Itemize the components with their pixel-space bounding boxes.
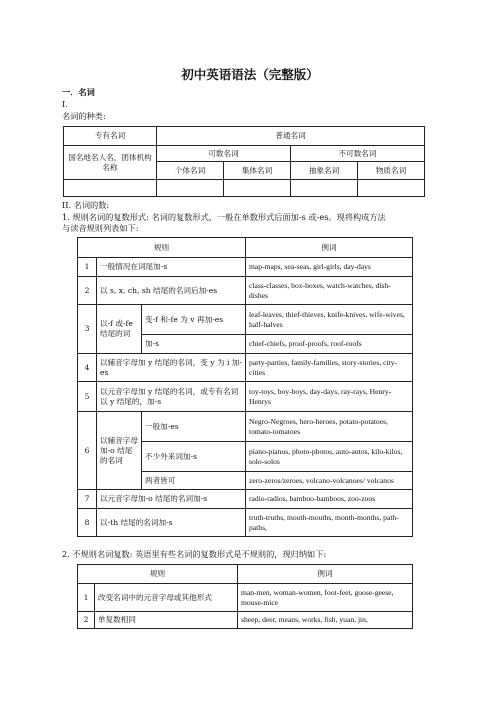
rule-number: 4 — [78, 354, 97, 382]
rule-text: 以 s, x, ch, sh 结尾的名词后加-es — [97, 277, 246, 305]
rule-text: 一般情况在词尾加-s — [97, 258, 246, 277]
rule-number: 3 — [78, 305, 97, 354]
example-text: leaf-leaves, thief-thieves, knife-knives, wife-wives, half-halves — [246, 305, 413, 335]
rule-number: 1 — [78, 584, 95, 612]
empty-cell — [157, 180, 224, 197]
rule-text: 以元音字母加 y 结尾的名词，或专有名词以 y 结尾的，加-s — [97, 382, 246, 412]
example-text: piano-pianos, photo-photos, auto-autos, kilo-kilos, solo-solos — [246, 442, 413, 472]
rule-text: 以辅音字母加 y 结尾的名词，变 y 为 i 加-es — [97, 354, 246, 382]
regular-plural-table — [77, 237, 413, 537]
uncountable-noun-header: 不可数名词 — [291, 146, 425, 162]
example-text: toy-toys, boy-boys, day-days, ray-rays, Henry-Henrys — [246, 382, 413, 412]
rule-number: 5 — [78, 382, 97, 412]
rule-text: 改变名词中的元音字母或其他形式 — [95, 584, 238, 612]
abstract-noun-header: 抽象名词 — [291, 162, 358, 180]
empty-cell — [291, 180, 358, 197]
example-text: man-men, woman-women, foot-feet, goose-geese, mouse-mice — [238, 584, 413, 612]
roman-numeral-1: I. — [62, 99, 68, 109]
common-noun-header: 普通名词 — [157, 127, 425, 146]
rule-text: 加-s — [142, 335, 246, 354]
example-column-header: 例词 — [238, 565, 413, 584]
example-text: party-parties, family-families, story-stories, city-cities — [246, 354, 413, 382]
section-heading-nouns: 一．名词 — [62, 87, 95, 97]
empty-cell — [224, 180, 291, 197]
rule-text: 两者皆可 — [142, 472, 246, 490]
example-text: chief-chiefs, proof-proofs, roof-roofs — [246, 335, 413, 354]
empty-cell — [358, 180, 425, 197]
irregular-plural-table — [77, 564, 413, 629]
rule-text: 不少外来词加-s — [142, 442, 246, 472]
material-noun-header: 物质名词 — [358, 162, 425, 180]
collective-noun-header: 集体名词 — [224, 162, 291, 180]
example-text: zero-zeros/zeroes, volcano-volcanoes/ volcanos — [246, 472, 413, 490]
empty-cell — [64, 180, 157, 197]
noun-kinds-table — [63, 126, 425, 197]
rule-text: 单复数相同 — [95, 612, 238, 629]
rule2-intro: 2. 不规则名词复数: 英语里有些名词的复数形式是不规则的，现归纳如下: — [62, 549, 327, 559]
rule-number: 8 — [78, 509, 97, 537]
rule-text: 以元音字母加-o 结尾的名词加-s — [97, 490, 246, 509]
individual-noun-header: 个体名词 — [157, 162, 224, 180]
rule-number: 2 — [78, 277, 97, 305]
rule-number: 2 — [78, 612, 95, 629]
example-text: truth-truths, mouth-mouths, month-months, path-paths, — [246, 509, 413, 537]
countable-noun-header: 可数名词 — [157, 146, 291, 162]
example-text: radio-radios, bamboo-bamboos, zoo-zoos — [246, 490, 413, 509]
rule-number: 1 — [78, 258, 97, 277]
example-text: map-maps, sea-seas, girl-girls, day-days — [246, 258, 413, 277]
document-title: 初中英语语法（完整版） — [181, 67, 319, 82]
rule1-intro-line1: 1. 规则名词的复数形式: 名词的复数形式，一般在单数形式后面加-s 或-es。现将构成方法 — [62, 212, 386, 222]
rule-group-text: 以-f 或-fe 结尾的词 — [97, 305, 142, 354]
rule-text: 变-f 和-fe 为 v 再加-es — [142, 305, 246, 335]
rule-number: 6 — [78, 412, 97, 490]
rule-column-header: 规则 — [78, 565, 238, 584]
noun-kinds-label: 名词的种类: — [62, 111, 106, 121]
rule-number: 7 — [78, 490, 97, 509]
roman-numeral-2: II. 名词的数: — [62, 200, 110, 210]
example-text: class-classes, box-boxes, watch-watches, dish-dishes — [246, 277, 413, 305]
rule-group-text: 以辅音字母加-o 结尾的名词 — [97, 412, 142, 490]
rule-text: 一般加-es — [142, 412, 246, 442]
rule-text: 以-th 结尾的名词加-s — [97, 509, 246, 537]
proper-noun-description: 国名地名人名，团体机构名称 — [64, 146, 157, 180]
example-column-header: 例词 — [246, 238, 413, 258]
rule-column-header: 规则 — [78, 238, 246, 258]
rule1-intro-line2: 与读音规则列表如下: — [62, 223, 139, 233]
proper-noun-header: 专有名词 — [64, 127, 157, 146]
example-text: sheep, deer, means, works, fish, yuan, jin, — [238, 612, 413, 629]
example-text: Negro-Negroes, hero-heroes, potato-potatoes, tomato-tomatoes — [246, 412, 413, 442]
